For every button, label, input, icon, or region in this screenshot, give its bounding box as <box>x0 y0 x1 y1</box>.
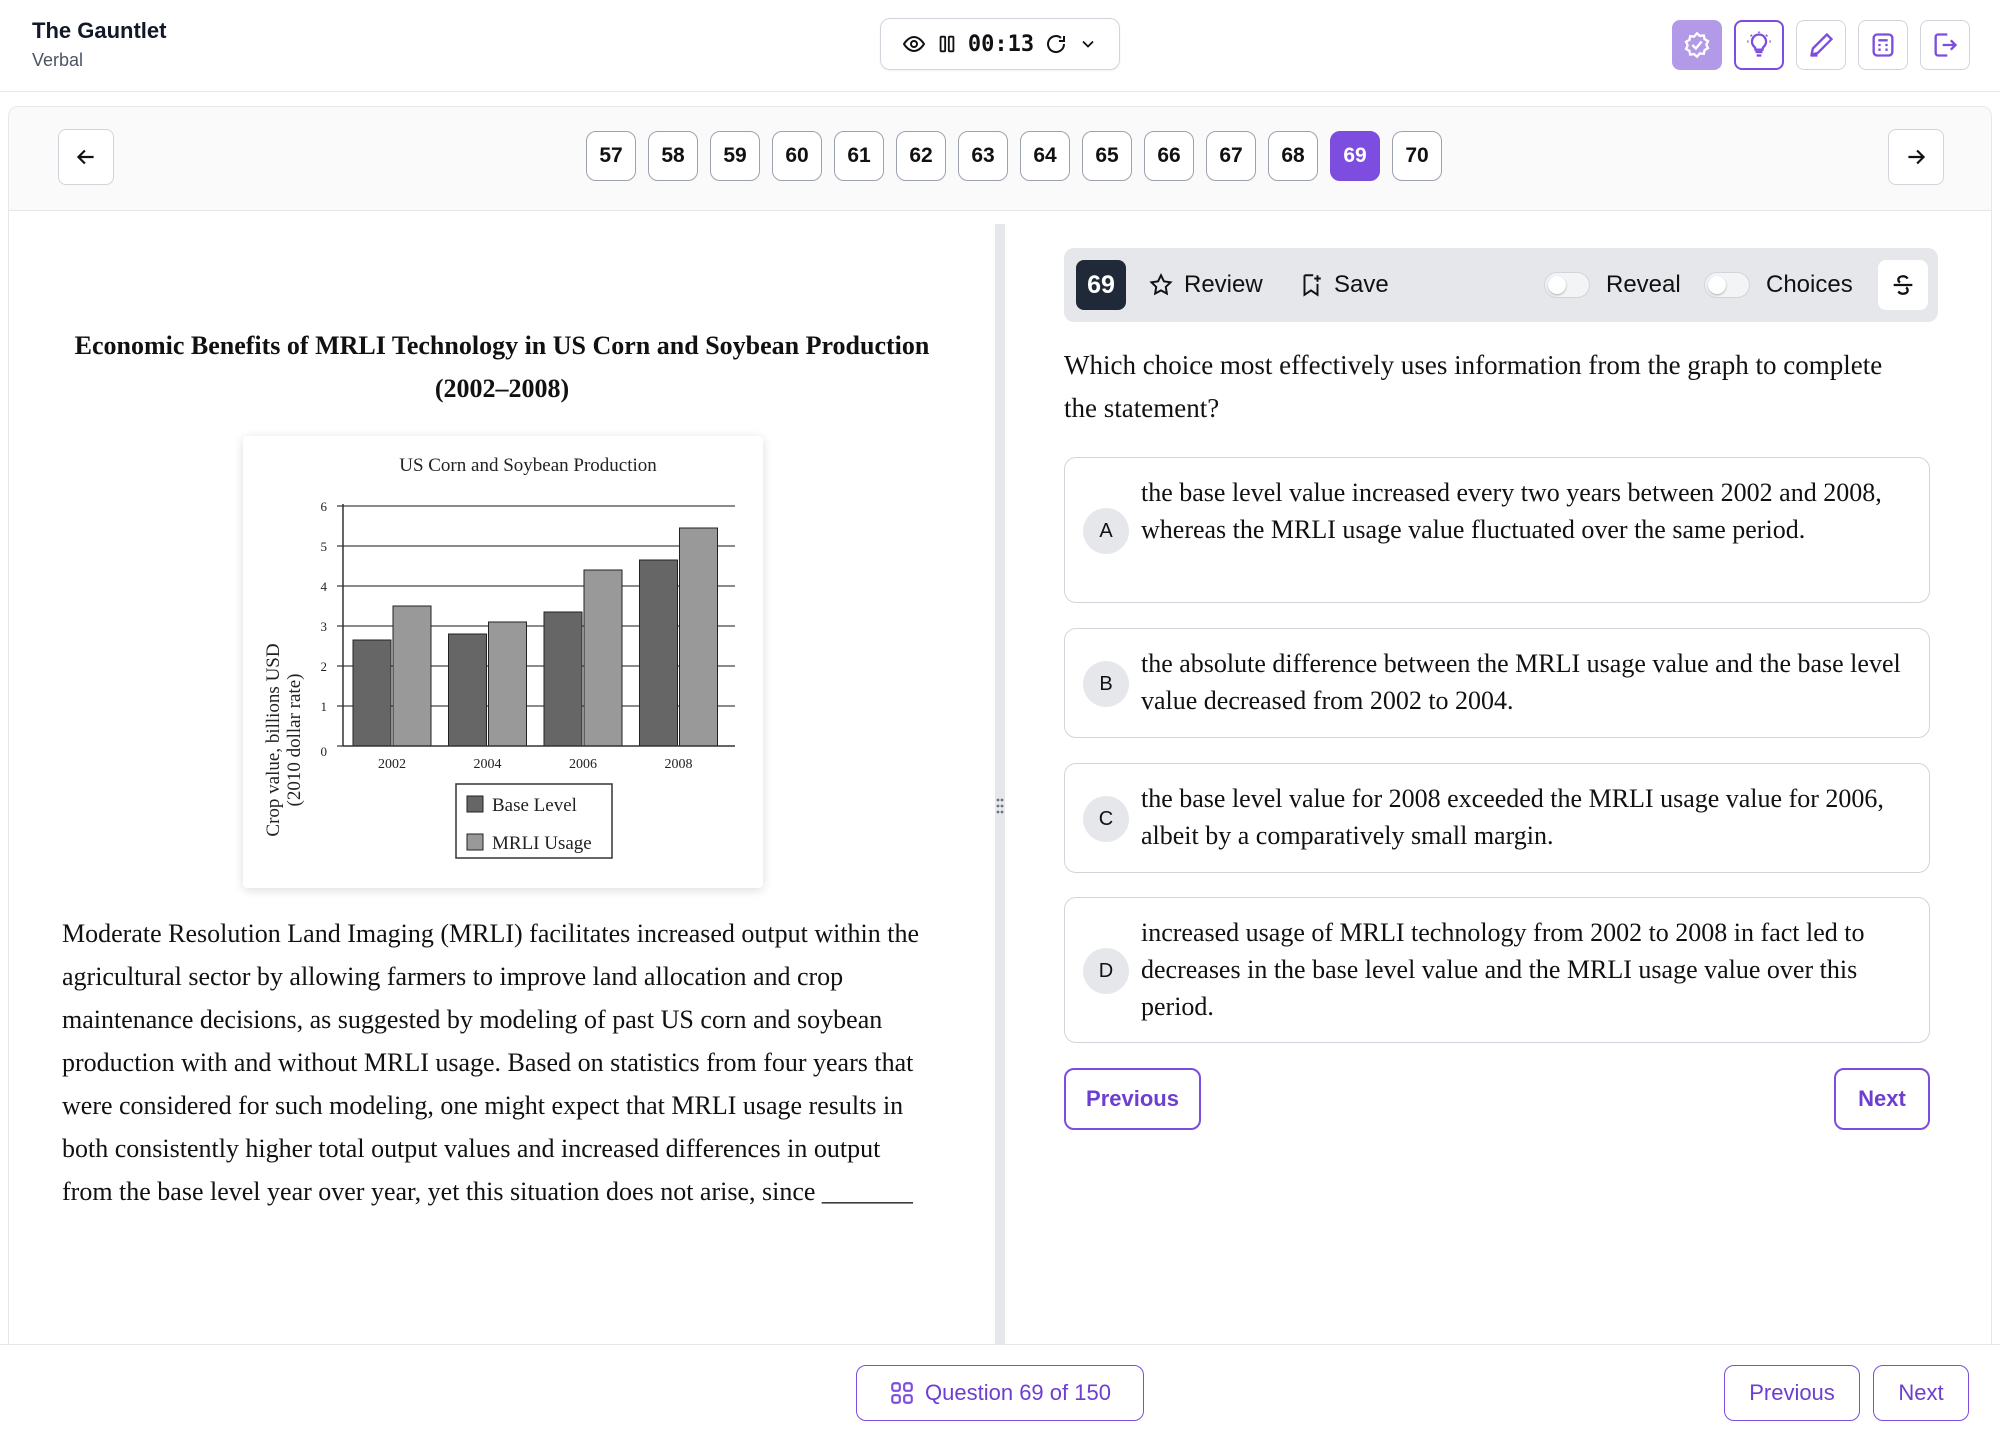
question-number-57[interactable]: 57 <box>586 131 636 181</box>
tool-buttons <box>1672 20 1970 70</box>
y-axis-label-line2: (2010 dollar rate) <box>284 673 305 807</box>
chevron-down-icon[interactable] <box>1078 34 1098 54</box>
reveal-switch[interactable] <box>1544 272 1590 298</box>
section-name: Verbal <box>32 50 84 70</box>
prev-arrow-button[interactable] <box>58 129 114 185</box>
choice-text: the absolute difference between the MRLI usage value and the base level value decreased from 2002 to 2004. <box>1141 649 1901 715</box>
choice-letter: A <box>1083 508 1129 554</box>
star-icon <box>1148 272 1174 298</box>
choices-toggle[interactable] <box>1704 248 1853 322</box>
y-tick-label: 4 <box>320 579 327 594</box>
question-number-62[interactable]: 62 <box>896 131 946 181</box>
question-number-64[interactable]: 64 <box>1020 131 1070 181</box>
question-number-63[interactable]: 63 <box>958 131 1008 181</box>
bar-base-level-2002 <box>353 640 391 746</box>
timer-display: 00:13 <box>967 31 1035 57</box>
review-label: Review <box>1184 271 1263 298</box>
question-previous-button[interactable]: Previous <box>1064 1068 1201 1130</box>
question-number-badge: 69 <box>1076 260 1126 310</box>
choice-letter: D <box>1083 948 1129 994</box>
bar-chart <box>243 436 763 888</box>
choices-label: Choices <box>1766 271 1853 298</box>
question-navigator <box>9 107 1991 211</box>
question-number-68[interactable]: 68 <box>1268 131 1318 181</box>
bar-mrli-usage-2002 <box>393 606 431 746</box>
y-tick-label: 2 <box>320 659 327 674</box>
y-axis-label-line1: Crop value, billions USD <box>263 643 284 837</box>
strikethrough-icon <box>1889 271 1917 299</box>
legend-swatch <box>467 796 483 812</box>
question-toolbar <box>1064 248 1938 322</box>
passage-title: Economic Benefits of MRLI Technology in US Corn and Soybean Production (2002–2008) <box>74 331 930 403</box>
choice-c[interactable] <box>1064 763 1930 873</box>
legend-label: Base Level <box>492 795 577 816</box>
pen-icon[interactable] <box>1796 20 1846 70</box>
bar-base-level-2004 <box>449 634 487 746</box>
save-button[interactable] <box>1298 248 1389 322</box>
choice-text: increased usage of MRLI technology from 2002 to 2008 in fact led to decreases in the base level value and the MRLI usage value over this period. <box>1141 918 1865 1021</box>
bar-base-level-2008 <box>640 560 678 746</box>
choice-d[interactable] <box>1064 897 1930 1043</box>
bar-mrli-usage-2004 <box>489 622 527 746</box>
choices-switch[interactable] <box>1704 272 1750 298</box>
eye-icon[interactable] <box>902 32 926 56</box>
calculator-icon[interactable] <box>1858 20 1908 70</box>
timer-control[interactable] <box>880 18 1120 70</box>
x-tick-label: 2008 <box>664 757 693 772</box>
bar-mrli-usage-2008 <box>680 528 718 746</box>
app-title: The Gauntlet <box>32 18 167 43</box>
strikethrough-button[interactable] <box>1878 260 1928 310</box>
passage-body: Moderate Resolution Land Imaging (MRLI) facilitates increased output within the agricultural sector by allowing farmers to improve land allocation and crop maintenance decisions, as suggested by modeling of past US corn and soybean production with and without MRLI usage. Based on statistics from four years that were considered for such modeling, one might expect that MRLI usage results in both consistently higher total output values and increased differences in output from the base level year over year, yet this situation does not arise, since _______ <box>62 919 920 1206</box>
y-tick-label: 6 <box>320 499 327 514</box>
question-number-61[interactable]: 61 <box>834 131 884 181</box>
exit-icon[interactable] <box>1920 20 1970 70</box>
pane-divider[interactable] <box>995 224 1005 1344</box>
chart-title: US Corn and Soybean Production <box>399 455 657 476</box>
arrow-left-icon <box>73 144 99 170</box>
next-arrow-button[interactable] <box>1888 129 1944 185</box>
footer-next-button[interactable]: Next <box>1873 1365 1969 1421</box>
legend-swatch <box>467 834 483 850</box>
choice-a[interactable] <box>1064 457 1930 603</box>
question-prompt: Which choice most effectively uses information from the graph to complete the statement? <box>1064 350 1883 423</box>
question-number-67[interactable]: 67 <box>1206 131 1256 181</box>
question-number-list <box>586 131 1442 181</box>
choice-b[interactable] <box>1064 628 1930 738</box>
y-tick-label: 3 <box>320 619 327 634</box>
question-number-70[interactable]: 70 <box>1392 131 1442 181</box>
bar-base-level-2006 <box>544 612 582 746</box>
drag-handle-icon[interactable] <box>995 795 1005 817</box>
footer-bar <box>0 1344 2000 1434</box>
chart-card <box>243 436 763 888</box>
lightbulb-icon[interactable] <box>1734 20 1784 70</box>
question-number-65[interactable]: 65 <box>1082 131 1132 181</box>
question-progress-label: Question 69 of 150 <box>925 1380 1111 1405</box>
question-next-button[interactable]: Next <box>1834 1068 1930 1130</box>
choice-text: the base level value increased every two years between 2002 and 2008, whereas the MRLI usage value fluctuated over the same period. <box>1141 478 1882 544</box>
question-number-66[interactable]: 66 <box>1144 131 1194 181</box>
choice-letter: C <box>1083 796 1129 842</box>
x-tick-label: 2002 <box>378 757 406 772</box>
y-tick-label: 5 <box>320 539 327 554</box>
question-overview-button[interactable] <box>856 1365 1144 1421</box>
bookmark-plus-icon <box>1298 272 1324 298</box>
question-number-58[interactable]: 58 <box>648 131 698 181</box>
grid-icon <box>889 1380 915 1406</box>
y-tick-label: 1 <box>320 699 327 714</box>
check-shield-icon[interactable] <box>1672 20 1722 70</box>
reveal-toggle[interactable] <box>1544 248 1681 322</box>
pause-icon[interactable] <box>936 33 958 55</box>
bar-mrli-usage-2006 <box>584 570 622 746</box>
choice-letter: B <box>1083 661 1129 707</box>
top-bar <box>0 0 2000 92</box>
x-tick-label: 2006 <box>569 757 597 772</box>
footer-previous-button[interactable]: Previous <box>1724 1365 1860 1421</box>
x-tick-label: 2004 <box>473 757 502 772</box>
arrow-right-icon <box>1903 144 1929 170</box>
question-number-60[interactable]: 60 <box>772 131 822 181</box>
review-button[interactable] <box>1148 248 1263 322</box>
reset-icon[interactable] <box>1044 32 1068 56</box>
y-tick-label: 0 <box>320 744 327 759</box>
save-label: Save <box>1334 271 1389 298</box>
reveal-label: Reveal <box>1606 271 1681 298</box>
question-number-69[interactable]: 69 <box>1330 131 1380 181</box>
legend-label: MRLI Usage <box>492 833 592 854</box>
question-number-59[interactable]: 59 <box>710 131 760 181</box>
choice-text: the base level value for 2008 exceeded the MRLI usage value for 2006, albeit by a comparatively small margin. <box>1141 784 1884 850</box>
